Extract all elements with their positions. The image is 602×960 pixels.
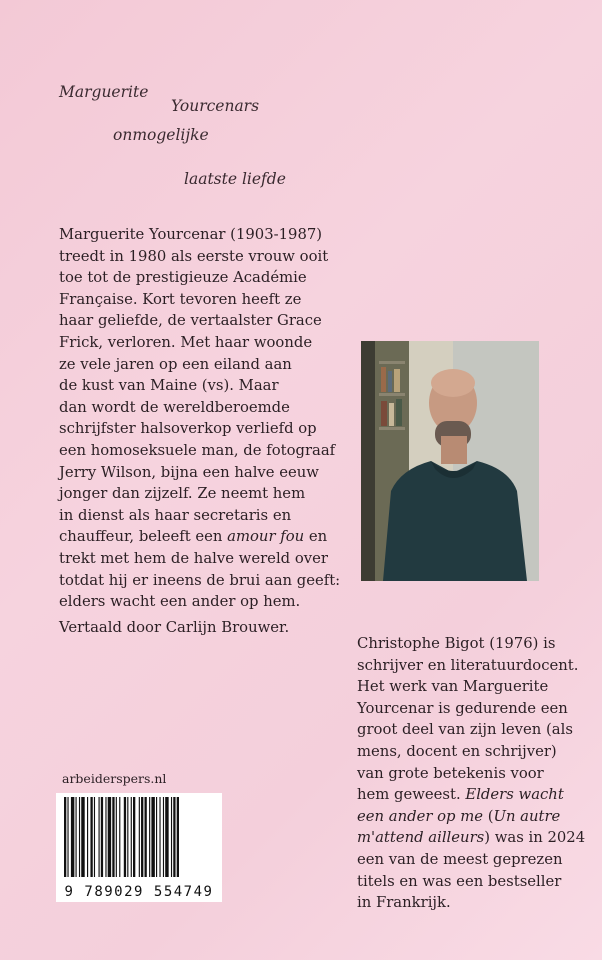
tagline-onmogelijke: onmogelijke [113, 126, 209, 144]
author-photo [361, 341, 539, 581]
blurb-line: schrijfster halsoverkop verliefd op [59, 420, 317, 438]
isbn-barcode [56, 793, 222, 902]
publisher-website: arbeiderspers.nl [62, 771, 167, 786]
author-portrait-illustration [361, 341, 539, 581]
barcode-bars [56, 793, 222, 879]
bio-italic-title: Elders wacht [465, 786, 564, 804]
tagline-marguerite: Marguerite [59, 83, 149, 101]
bio-line: Yourcenar is gedurende een [357, 699, 568, 717]
bio-line: Het werk van Marguerite [357, 678, 549, 696]
bio-italic-original-title: Un autre [493, 807, 561, 825]
blurb-line: ze vele jaren op een eiland aan [59, 355, 292, 373]
bio-line [357, 827, 587, 849]
bio-line [357, 806, 587, 828]
translator-credit: Vertaald door Carlijn Brouwer. [59, 619, 290, 636]
bio-italic-title: een ander op me [357, 807, 483, 825]
blurb-line: Frick, verloren. Met haar woonde [59, 333, 313, 351]
bio-line: van grote betekenis voor [357, 764, 544, 782]
blurb-line: toe tot de prestigieuze Académie [59, 269, 307, 287]
blurb-line: de kust van Maine (vs). Maar [59, 377, 279, 395]
bio-line: titels en was een bestseller [357, 872, 562, 890]
bio-text: ( [482, 807, 494, 825]
bio-line: Christophe Bigot (1976) is [357, 635, 556, 652]
bio-line: schrijver en literatuurdocent. [357, 656, 579, 674]
blurb-line: in dienst als haar secretaris en [59, 506, 292, 524]
blurb-line: haar geliefde, de vertaalster Grace [59, 312, 322, 330]
bio-text: ) was in 2024 [484, 829, 586, 847]
bio-line: een van de meest geprezen [357, 850, 563, 868]
bio-line [357, 784, 587, 806]
bio-line: groot deel van zijn leven (als [357, 721, 573, 739]
blurb-line: dan wordt de wereldberoemde [59, 398, 290, 416]
bio-line: mens, docent en schrijver) [357, 742, 557, 760]
blurb-italic-amour-fou: amour fou [227, 528, 305, 546]
book-blurb [59, 224, 349, 613]
tagline-yourcenars: Yourcenars [171, 97, 260, 115]
blurb-line: jonger dan zijzelf. Ze neemt hem [59, 485, 306, 503]
blurb-line: treedt in 1980 als eerste vrouw ooit [59, 247, 329, 265]
bio-line: in Frankrijk. [357, 894, 451, 912]
blurb-line: een homoseksuele man, de fotograaf [59, 441, 336, 459]
blurb-text: en [304, 528, 328, 546]
blurb-line: Jerry Wilson, bijna een halve eeuw [59, 463, 319, 481]
blurb-line [59, 526, 349, 548]
isbn-number: 9 789029 554749 [64, 884, 214, 900]
tagline-laatste-liefde: laatste liefde [184, 170, 286, 188]
blurb-line: elders wacht een ander op hem. [59, 593, 301, 611]
blurb-line: trekt met hem de halve wereld over [59, 549, 328, 567]
blurb-text: chauffeur, beleeft een [59, 528, 228, 546]
blurb-line: totdat hij er ineens de brui aan geeft: [59, 571, 341, 589]
author-bio [357, 633, 587, 914]
blurb-line: Française. Kort tevoren heeft ze [59, 290, 302, 308]
blurb-line: Marguerite Yourcenar (1903-1987) [59, 226, 323, 243]
bio-text: hem geweest. [357, 786, 466, 804]
bio-italic-original-title: m'attend ailleurs [357, 829, 485, 847]
